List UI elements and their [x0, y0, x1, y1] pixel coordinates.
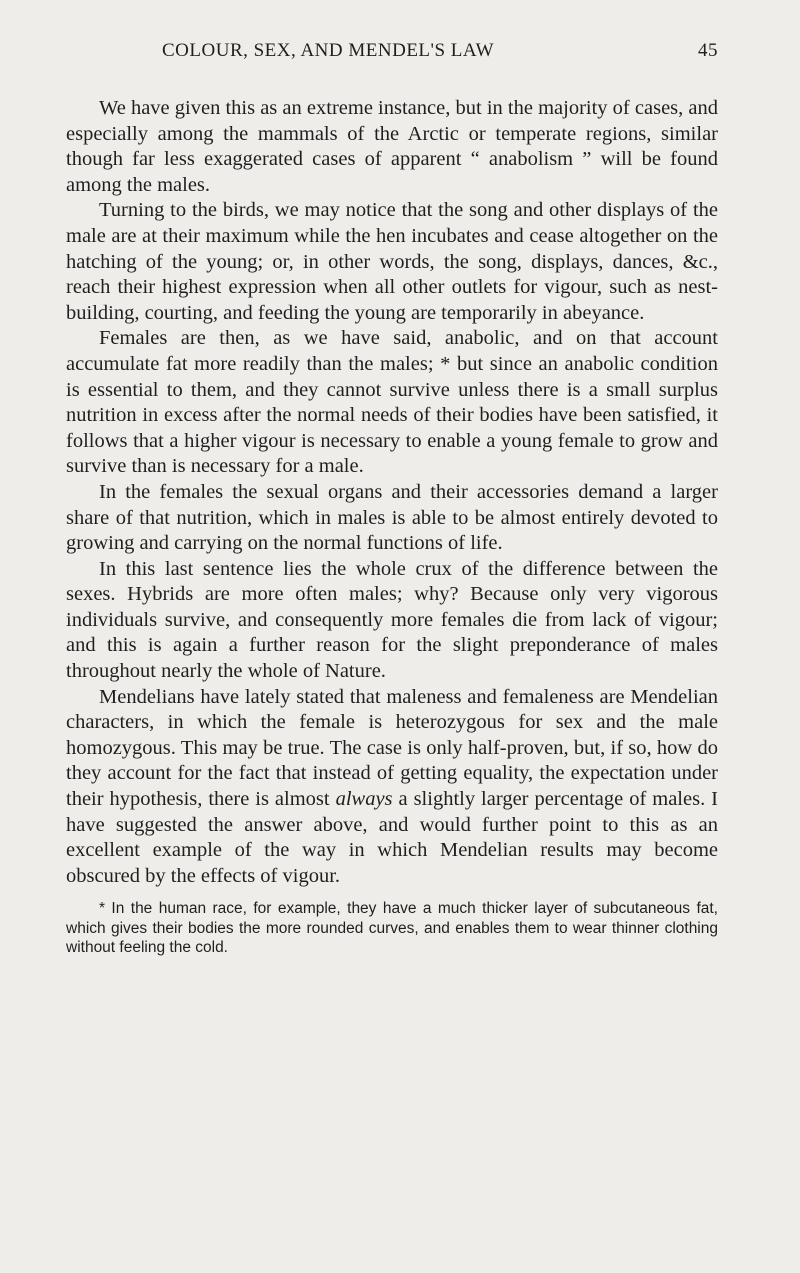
paragraph: Turning to the birds, we may notice that the song and other displays of the male are at their maximum while the hen incubates and cease altogether on the hatching of the young; or, in other words, the song, displays, dances, &c., reach their highest expression when all other outlets for vigour, such as nest-building, courting, and feeding the young are temporarily in abeyance.	[66, 199, 718, 324]
book-page	[66, 40, 718, 958]
italic-emphasis: always	[335, 788, 393, 811]
page-number: 45	[698, 40, 718, 61]
paragraph	[66, 685, 718, 890]
running-head	[66, 40, 718, 78]
paragraph: In this last sentence lies the whole crux of the difference between the sexes. Hybrids are more often males; why? Because only very vigorous individuals survive, and consequently more females die from lack of vigour; and this is again a further reason for the slight preponderance of males throughout nearly the whole of Nature.	[66, 557, 718, 683]
paragraph: Females are then, as we have said, anabolic, and on that account accumulate fat more readily than the males; * but since an anabolic condition is essential to them, and they cannot survive unless there is a small surplus nutrition in excess after the normal needs of their bodies have been satisfied, it follows that a higher vigour is necessary to enable a young female to grow and survive than is necessary for a male.	[66, 327, 718, 478]
paragraph-text: Mendelians have lately stated that maleness and femaleness are Mendelian characters, in which the female is heterozygous for sex and the male homozygous. This may be true. The case is only half-proven, but, if so, how do they account for the fact that instead of getting equality, the expectation under their hypothesis, there is almost	[66, 685, 718, 811]
footnote	[66, 899, 718, 958]
paragraph-text: a slightly larger percentage of males. I have suggested the answer above, and would further point to this as an excellent example of the way in which Mendelian results may become obscured by the effects of vigour.	[66, 788, 718, 887]
paragraph: In the females the sexual organs and their accessories demand a larger share of that nutrition, which in males is able to be almost entirely devoted to growing and carrying on the normal functions of life.	[66, 480, 718, 555]
paragraph: We have given this as an extreme instance, but in the majority of cases, and especially among the mammals of the Arctic or temperate regions, similar though far less exaggerated cases of apparent “ anabolism ” will be found among the males.	[66, 97, 718, 196]
body-text	[66, 96, 718, 889]
footnote-text: * In the human race, for example, they have a much thicker layer of subcutaneous fat, which gives their bodies the more rounded curves, and enables them to wear thinner clothing without feeling the cold.	[66, 900, 718, 957]
running-title: COLOUR, SEX, AND MENDEL'S LAW	[162, 40, 495, 61]
